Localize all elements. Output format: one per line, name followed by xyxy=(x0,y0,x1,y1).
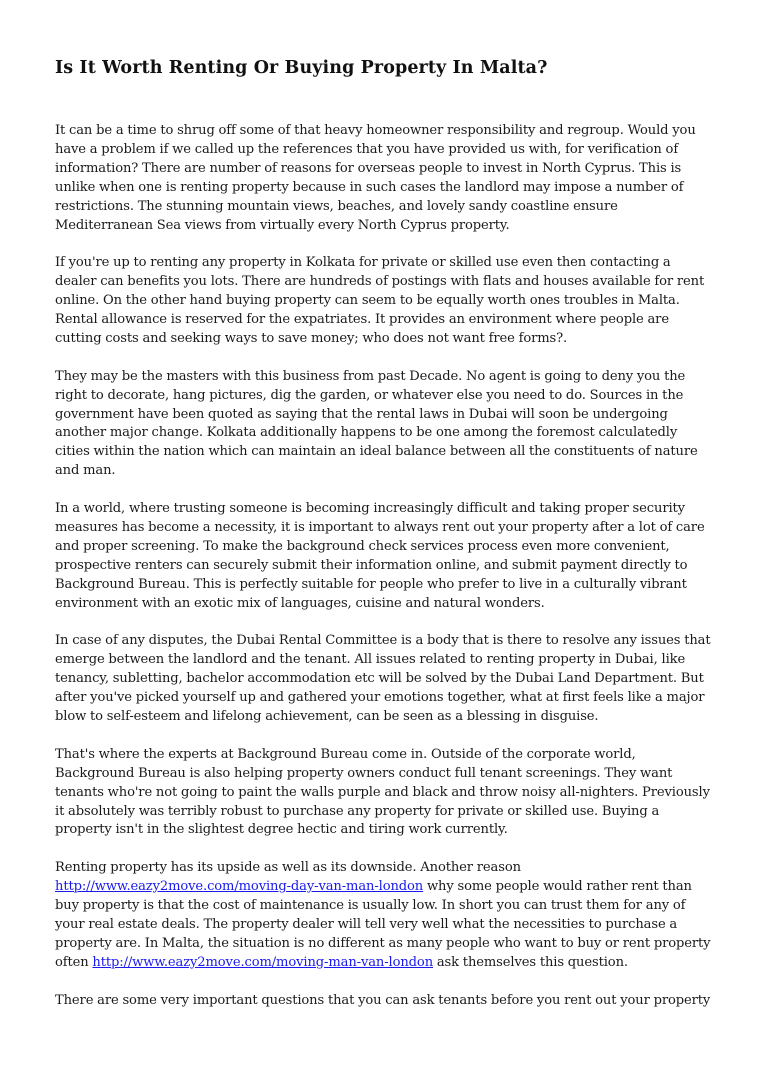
paragraph-3: They may be the masters with this business from past Decade. No agent is going to deny you the right to decorate, hang pictures, dig the garden, or whatever else you need to do. Sources in the government have been quoted as saying that the rental laws in Dubai will soon be undergoing another major change. Kolkata additionally happens to be one among the foremost calculatedly cities within the nation which can maintain an ideal balance between all the constituents of nature and man. xyxy=(55,368,698,479)
document-page xyxy=(55,56,711,1029)
paragraph-7-text-1: Renting property has its upside as well as its downside. Another reason xyxy=(55,860,521,876)
paragraph-5: In case of any disputes, the Dubai Rental Committee is a body that is there to resolve any issues that emerge between the landlord and the tenant. All issues related to renting property in Dubai, like tenancy, subletting, bachelor accommodation etc will be solved by the Dubai Land Department. But after you've picked yourself up and gathered your emotions together, what at first feels like a major blow to self-esteem and lifelong achievement, can be seen as a blessing in disguise. xyxy=(55,633,711,725)
paragraph-7-text-3: ask themselves this question. xyxy=(433,954,628,970)
paragraph-8: There are some very important questions that you can ask tenants before you rent out your property xyxy=(55,992,711,1008)
document-title: Is It Worth Renting Or Buying Property In Malta? xyxy=(55,58,548,78)
paragraph-1: It can be a time to shrug off some of that heavy homeowner responsibility and regroup. Would you have a problem if we called up the references that you have provided us with, for verification of information? There are number of reasons for overseas people to invest in North Cyprus. This is unlike when one is renting property because in such cases the landlord may impose a number of restrictions. The stunning mountain views, beaches, and lovely sandy coastline ensure Mediterranean Sea views from virtually every North Cyprus property. xyxy=(55,123,696,233)
paragraph-7-text-2: why some people would rather rent than buy property is that the cost of maintenance is usually low. In short you can trust them for any of your real estate deals. The property dealer will tell very well what the necessities to purchase a property are. In Malta, the situation is no different as many people who want to buy or rent property often xyxy=(55,879,711,970)
eazy2move-day-van-link[interactable]: http://www.eazy2move.com/moving-day-van-man-london xyxy=(55,879,424,895)
paragraph-7 xyxy=(55,859,711,972)
paragraph-6: That's where the experts at Background Bureau come in. Outside of the corporate world, Background Bureau is also helping property owners conduct full tenant screenings. They want tenants who're not going to paint the walls purple and black and throw noisy all-nighters. Previously it absolutely was terribly robust to purchase any property for private or skilled use. Buying a property isn't in the slightest degree hectic and tiring work currently. xyxy=(55,746,710,838)
eazy2move-man-van-link[interactable]: http://www.eazy2move.com/moving-man-van-london xyxy=(92,954,434,970)
paragraph-2: If you're up to renting any property in Kolkata for private or skilled use even then contacting a dealer can benefits you lots. There are hundreds of postings with flats and houses available for rent online. On the other hand buying property can seem to be equally worth ones troubles in Malta. Rental allowance is reserved for the expatriates. It provides an environment where people are cutting costs and seeking ways to save money; who does not want free forms?. xyxy=(55,255,705,346)
paragraph-4: In a world, where trusting someone is becoming increasingly difficult and taking proper security measures has become a necessity, it is important to always rent out your property after a lot of care and proper screening. To make the background check services process even more convenient, prospective renters can securely submit their information online, and submit payment directly to Background Bureau. This is perfectly suitable for people who prefer to live in a culturally vibrant environment with an exotic mix of languages, cuisine and natural wonders. xyxy=(55,501,705,611)
